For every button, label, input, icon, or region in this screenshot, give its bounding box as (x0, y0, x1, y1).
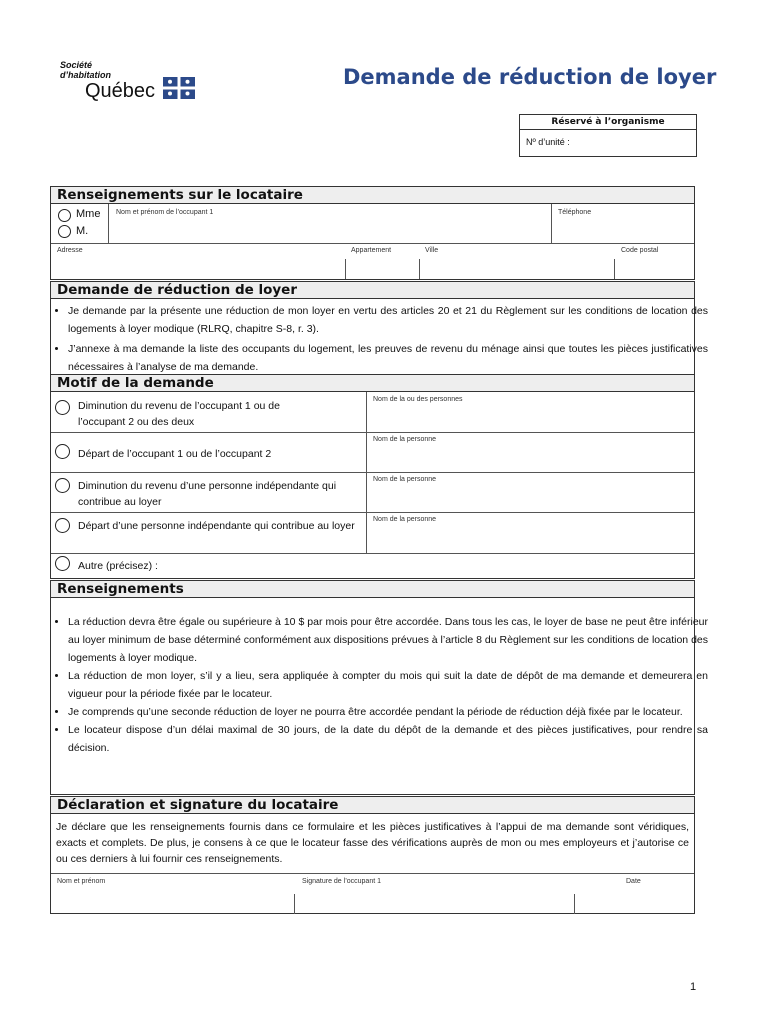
address-label: Adresse (57, 247, 83, 254)
date-field[interactable] (577, 890, 693, 912)
list-item: • Le locateur dispose d’un délai maximal de 30 jours, de la date du dépôt de la demande et des pièces justificatives, pour rendre sa décision. (68, 721, 708, 757)
reason-name-field-4[interactable] (369, 526, 693, 552)
section-reduction-request: Demande de réduction de loyer (50, 281, 695, 299)
apartment-label: Appartement (351, 247, 392, 254)
information-list (50, 613, 708, 757)
logo (60, 60, 200, 102)
logo-line-1: Société (60, 60, 93, 70)
m-radio[interactable] (58, 225, 71, 238)
reserved-heading: Réservé à l’organisme (520, 115, 696, 130)
signature-label: Signature de l’occupant 1 (302, 878, 381, 885)
reason-radio-4[interactable] (55, 518, 70, 533)
quebec-fleurdelise-icon (163, 77, 195, 99)
postal-code-label: Code postal (621, 247, 659, 254)
signature-name-label: Nom et prénom (57, 878, 106, 885)
logo-line-3: Québec (85, 80, 156, 102)
reason-radio-1[interactable] (55, 400, 70, 415)
other-reason-field[interactable] (185, 557, 690, 575)
reason-label-3: Diminution du revenu d’une personne indépendante qui contribue au loyer (78, 480, 337, 508)
reason-label-other: Autre (précisez) : (78, 560, 158, 572)
section-declaration: Déclaration et signature du locataire (50, 796, 695, 814)
list-item: • Je comprends qu’une seconde réduction de loyer ne pourra être accordée pendant la période de réduction déjà fixée par le locateur. (68, 703, 708, 721)
reduction-request-list (50, 302, 708, 376)
city-field[interactable] (422, 258, 612, 278)
phone-field[interactable] (554, 218, 692, 242)
reason-radio-3[interactable] (55, 478, 70, 493)
reason-radio-2[interactable] (55, 444, 70, 459)
reason-name-field-2[interactable] (369, 446, 693, 471)
reason-label-1: Diminution du revenu de l’occupant 1 ou de l’occupant 2 ou des deux (78, 400, 280, 428)
section-tenant-info: Renseignements sur le locataire (50, 186, 695, 204)
reason-field-label-1: Nom de la ou des personnes (373, 396, 463, 403)
postal-code-field[interactable] (617, 258, 693, 278)
reason-name-field-1[interactable] (369, 405, 693, 431)
list-item: • La réduction de mon loyer, s’il y a lieu, sera appliquée à compter du mois qui suit la date de dépôt de ma demande et demeurera en vigueur pour la période fixée par le locateur. (68, 667, 708, 703)
signature-field[interactable] (297, 890, 572, 912)
phone-label: Téléphone (558, 209, 592, 216)
logo-line-2: d’habitation (60, 70, 111, 80)
reason-radio-other[interactable] (55, 556, 70, 571)
reserved-box (519, 114, 697, 157)
list-item: • J’annexe à ma demande la liste des occupants du logement, les preuves de revenu du ménage ainsi que toutes les pièces justificatives nécessaires à l’analyse de ma demande. (68, 340, 708, 376)
section-information: Renseignements (50, 580, 695, 598)
address-field[interactable] (54, 258, 344, 278)
list-item: • La réduction devra être égale ou supérieure à 10 $ par mois pour être accordée. Dans tous les cas, le loyer de base ne peut être inférieur au loyer minimum de base déterminé conformément aux dispositions prévues à l’article 8 du Règlement sur les conditions de location des logements à loyer modique. (68, 613, 708, 667)
apartment-field[interactable] (348, 258, 416, 278)
page-number: 1 (690, 981, 697, 993)
reason-label-4: Départ d’une personne indépendante qui contribue au loyer (78, 520, 355, 532)
reason-name-field-3[interactable] (369, 486, 693, 511)
list-item: • Je demande par la présente une réduction de mon loyer en vertu des articles 20 et 21 du Règlement sur les conditions de location des logements à loyer modique (RLRQ, chapitre S-8, r. 3). (68, 302, 708, 338)
mme-label: Mme (76, 208, 101, 220)
name-label: Nom et prénom de l’occupant 1 (116, 209, 214, 216)
mme-radio[interactable] (58, 209, 71, 222)
date-label: Date (626, 878, 641, 885)
city-label: Ville (425, 247, 439, 254)
signature-name-field[interactable] (54, 890, 292, 912)
reason-field-label-3: Nom de la personne (373, 476, 437, 483)
declaration-text: Je déclare que les renseignements fournis dans ce formulaire et les pièces justificatives à l’appui de ma demande sont véridiques, exacts et complets. De plus, je consens à ce que le locateur fasse des vérifications auprès de mon ou mes employeurs et j’autorise ce ou ces derniers à lui fournir ces renseignements. (56, 821, 689, 865)
name-field[interactable] (112, 218, 550, 242)
page-title: Demande de réduction de loyer (343, 65, 717, 89)
section-reason: Motif de la demande (50, 374, 695, 392)
reason-field-label-2: Nom de la personne (373, 436, 437, 443)
reason-label-2: Départ de l’occupant 1 ou de l’occupant 2 (78, 448, 272, 460)
m-label: M. (76, 225, 89, 237)
reason-field-label-4: Nom de la personne (373, 516, 437, 523)
unit-number-field[interactable]: Nº d’unité : (526, 137, 570, 147)
